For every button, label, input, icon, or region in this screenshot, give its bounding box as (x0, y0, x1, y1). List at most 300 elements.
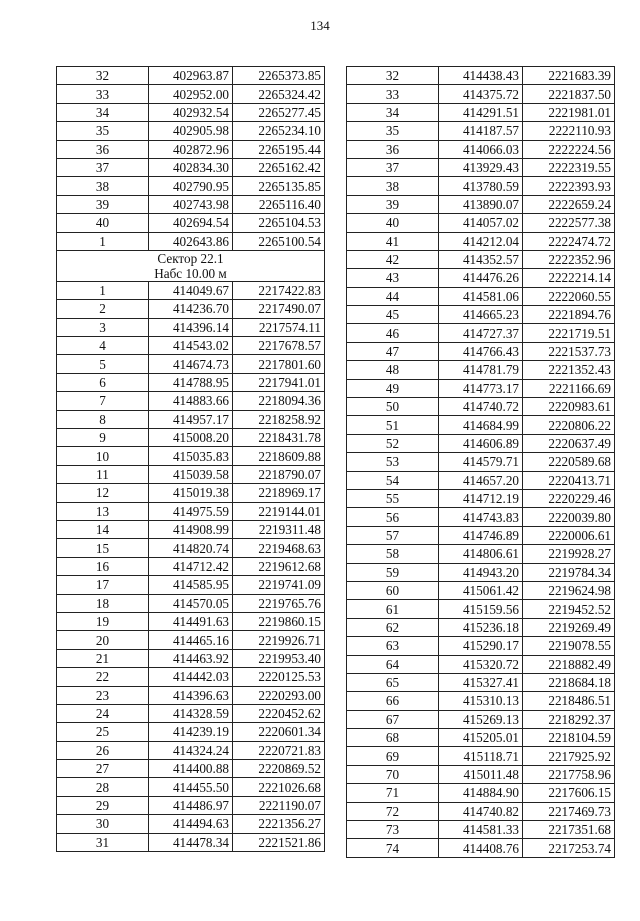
x-coordinate: 414579.71 (439, 453, 523, 471)
y-coordinate: 2218486.51 (523, 692, 615, 710)
table-row (347, 765, 615, 783)
point-number: 72 (347, 802, 439, 820)
y-coordinate: 2217490.07 (233, 300, 325, 318)
point-number: 12 (57, 484, 149, 502)
point-number: 19 (57, 612, 149, 630)
table-row (57, 631, 325, 649)
point-number: 44 (347, 287, 439, 305)
point-number: 51 (347, 416, 439, 434)
y-coordinate: 2220039.80 (523, 508, 615, 526)
y-coordinate: 2221981.01 (523, 103, 615, 121)
table-row (347, 637, 615, 655)
y-coordinate: 2218790.07 (233, 465, 325, 483)
point-number: 29 (57, 796, 149, 814)
point-number: 7 (57, 392, 149, 410)
point-number: 59 (347, 563, 439, 581)
point-number: 21 (57, 649, 149, 667)
y-coordinate: 2220125.53 (233, 668, 325, 686)
table-row (347, 398, 615, 416)
table-row (347, 122, 615, 140)
table-row (57, 594, 325, 612)
table-row (347, 802, 615, 820)
y-coordinate: 2265162.42 (233, 158, 325, 176)
y-coordinate: 2219926.71 (233, 631, 325, 649)
table-row (57, 484, 325, 502)
table-row (57, 760, 325, 778)
point-number: 61 (347, 600, 439, 618)
point-number: 35 (347, 122, 439, 140)
y-coordinate: 2222577.38 (523, 214, 615, 232)
point-number: 50 (347, 398, 439, 416)
table-row (57, 232, 325, 250)
point-number: 49 (347, 379, 439, 397)
table-row (347, 177, 615, 195)
x-coordinate: 414975.59 (149, 502, 233, 520)
y-coordinate: 2265324.42 (233, 85, 325, 103)
x-coordinate: 414328.59 (149, 704, 233, 722)
y-coordinate: 2217351.68 (523, 821, 615, 839)
x-coordinate: 415236.18 (439, 618, 523, 636)
y-coordinate: 2220452.62 (233, 704, 325, 722)
table-row (57, 778, 325, 796)
x-coordinate: 414712.42 (149, 557, 233, 575)
y-coordinate: 2265195.44 (233, 140, 325, 158)
y-coordinate: 2219144.01 (233, 502, 325, 520)
y-coordinate: 2220006.61 (523, 526, 615, 544)
point-number: 28 (57, 778, 149, 796)
point-number: 62 (347, 618, 439, 636)
y-coordinate: 2217758.96 (523, 765, 615, 783)
point-number: 67 (347, 710, 439, 728)
x-coordinate: 414665.23 (439, 306, 523, 324)
x-coordinate: 414478.34 (149, 833, 233, 851)
point-number: 1 (57, 281, 149, 299)
point-number: 54 (347, 471, 439, 489)
x-coordinate: 413780.59 (439, 177, 523, 195)
y-coordinate: 2217678.57 (233, 337, 325, 355)
x-coordinate: 414066.03 (439, 140, 523, 158)
point-number: 9 (57, 429, 149, 447)
point-number: 14 (57, 520, 149, 538)
x-coordinate: 415290.17 (439, 637, 523, 655)
coordinates-table-left (56, 66, 325, 852)
table-row (57, 833, 325, 851)
y-coordinate: 2217469.73 (523, 802, 615, 820)
x-coordinate: 402643.86 (149, 232, 233, 250)
x-coordinate: 414727.37 (439, 324, 523, 342)
y-coordinate: 2222659.24 (523, 195, 615, 213)
x-coordinate: 414883.66 (149, 392, 233, 410)
y-coordinate: 2221894.76 (523, 306, 615, 324)
table-row (347, 85, 615, 103)
table-row (57, 177, 325, 195)
point-number: 17 (57, 576, 149, 594)
table-row (57, 539, 325, 557)
point-number: 66 (347, 692, 439, 710)
table-row (57, 686, 325, 704)
point-number: 63 (347, 637, 439, 655)
point-number: 20 (57, 631, 149, 649)
table-row (347, 140, 615, 158)
y-coordinate: 2219468.63 (233, 539, 325, 557)
y-coordinate: 2220413.71 (523, 471, 615, 489)
point-number: 5 (57, 355, 149, 373)
table-row (347, 563, 615, 581)
y-coordinate: 2219860.15 (233, 612, 325, 630)
x-coordinate: 414943.20 (439, 563, 523, 581)
point-number: 36 (347, 140, 439, 158)
table-row (57, 723, 325, 741)
y-coordinate: 2221356.27 (233, 815, 325, 833)
x-coordinate: 414486.97 (149, 796, 233, 814)
point-number: 68 (347, 729, 439, 747)
x-coordinate: 415320.72 (439, 655, 523, 673)
table-row (57, 447, 325, 465)
x-coordinate: 415159.56 (439, 600, 523, 618)
point-number: 40 (57, 214, 149, 232)
y-coordinate: 2218684.18 (523, 673, 615, 691)
y-coordinate: 2220293.00 (233, 686, 325, 704)
x-coordinate: 415011.48 (439, 765, 523, 783)
x-coordinate: 415035.83 (149, 447, 233, 465)
point-number: 53 (347, 453, 439, 471)
table-row (347, 434, 615, 452)
table-row (347, 306, 615, 324)
table-row (57, 649, 325, 667)
point-number: 45 (347, 306, 439, 324)
table-row (347, 729, 615, 747)
x-coordinate: 414585.95 (149, 576, 233, 594)
point-number: 32 (347, 67, 439, 85)
table-row (347, 195, 615, 213)
table-row (347, 508, 615, 526)
x-coordinate: 414396.14 (149, 318, 233, 336)
point-number: 38 (57, 177, 149, 195)
y-coordinate: 2220637.49 (523, 434, 615, 452)
point-number: 69 (347, 747, 439, 765)
point-number: 55 (347, 489, 439, 507)
table-row (347, 545, 615, 563)
x-coordinate: 415310.13 (439, 692, 523, 710)
x-coordinate: 414236.70 (149, 300, 233, 318)
table-row (347, 526, 615, 544)
point-number: 23 (57, 686, 149, 704)
x-coordinate: 415327.41 (439, 673, 523, 691)
y-coordinate: 2265234.10 (233, 122, 325, 140)
table-row (57, 815, 325, 833)
y-coordinate: 2217574.11 (233, 318, 325, 336)
point-number: 16 (57, 557, 149, 575)
x-coordinate: 413890.07 (439, 195, 523, 213)
table-row (57, 355, 325, 373)
y-coordinate: 2221190.07 (233, 796, 325, 814)
coordinates-table-right (346, 66, 615, 858)
table-row (347, 287, 615, 305)
sector-elevation: Набс 10.00 м (154, 265, 227, 281)
y-coordinate: 2265373.85 (233, 67, 325, 85)
y-coordinate: 2220229.46 (523, 489, 615, 507)
x-coordinate: 414570.05 (149, 594, 233, 612)
table-row (347, 747, 615, 765)
point-number: 34 (57, 103, 149, 121)
y-coordinate: 2219612.68 (233, 557, 325, 575)
table-row (57, 576, 325, 594)
point-number: 65 (347, 673, 439, 691)
x-coordinate: 414187.57 (439, 122, 523, 140)
point-number: 4 (57, 337, 149, 355)
point-number: 74 (347, 839, 439, 857)
y-coordinate: 2222352.96 (523, 250, 615, 268)
point-number: 43 (347, 269, 439, 287)
table-row (57, 300, 325, 318)
y-coordinate: 2220589.68 (523, 453, 615, 471)
point-number: 30 (57, 815, 149, 833)
table-row (57, 140, 325, 158)
table-row (347, 379, 615, 397)
y-coordinate: 2265104.53 (233, 214, 325, 232)
x-coordinate: 402694.54 (149, 214, 233, 232)
table-row (347, 232, 615, 250)
x-coordinate: 415205.01 (439, 729, 523, 747)
y-coordinate: 2217253.74 (523, 839, 615, 857)
table-row (347, 361, 615, 379)
y-coordinate: 2220869.52 (233, 760, 325, 778)
y-coordinate: 2219624.98 (523, 581, 615, 599)
y-coordinate: 2265277.45 (233, 103, 325, 121)
x-coordinate: 414957.17 (149, 410, 233, 428)
y-coordinate: 2217606.15 (523, 784, 615, 802)
point-number: 37 (57, 158, 149, 176)
point-number: 47 (347, 342, 439, 360)
x-coordinate: 402790.95 (149, 177, 233, 195)
x-coordinate: 415118.71 (439, 747, 523, 765)
x-coordinate: 414438.43 (439, 67, 523, 85)
point-number: 39 (57, 195, 149, 213)
x-coordinate: 414657.20 (439, 471, 523, 489)
x-coordinate: 414324.24 (149, 741, 233, 759)
x-coordinate: 415019.38 (149, 484, 233, 502)
y-coordinate: 2219784.34 (523, 563, 615, 581)
x-coordinate: 414820.74 (149, 539, 233, 557)
x-coordinate: 414400.88 (149, 760, 233, 778)
y-coordinate: 2220721.83 (233, 741, 325, 759)
y-coordinate: 2219741.09 (233, 576, 325, 594)
y-coordinate: 2222224.56 (523, 140, 615, 158)
table-row (347, 103, 615, 121)
point-number: 11 (57, 465, 149, 483)
y-coordinate: 2219078.55 (523, 637, 615, 655)
y-coordinate: 2219452.52 (523, 600, 615, 618)
sector-title: Сектор 22.1 (157, 250, 224, 266)
point-number: 35 (57, 122, 149, 140)
y-coordinate: 2219269.49 (523, 618, 615, 636)
table-row (347, 324, 615, 342)
x-coordinate: 414674.73 (149, 355, 233, 373)
x-coordinate: 414408.76 (439, 839, 523, 857)
y-coordinate: 2221521.86 (233, 833, 325, 851)
x-coordinate: 414375.72 (439, 85, 523, 103)
point-number: 60 (347, 581, 439, 599)
x-coordinate: 414465.16 (149, 631, 233, 649)
point-number: 33 (347, 85, 439, 103)
y-coordinate: 2222319.55 (523, 158, 615, 176)
x-coordinate: 414476.26 (439, 269, 523, 287)
x-coordinate: 414442.03 (149, 668, 233, 686)
table-row (347, 158, 615, 176)
point-number: 18 (57, 594, 149, 612)
x-coordinate: 414491.63 (149, 612, 233, 630)
y-coordinate: 2222060.55 (523, 287, 615, 305)
y-coordinate: 2221719.51 (523, 324, 615, 342)
table-row (57, 103, 325, 121)
point-number: 31 (57, 833, 149, 851)
table-row (57, 318, 325, 336)
x-coordinate: 414352.57 (439, 250, 523, 268)
table-row (347, 673, 615, 691)
x-coordinate: 414712.19 (439, 489, 523, 507)
table-row (347, 489, 615, 507)
x-coordinate: 414396.63 (149, 686, 233, 704)
table-row (57, 214, 325, 232)
point-number: 41 (347, 232, 439, 250)
table-row (347, 581, 615, 599)
x-coordinate: 415008.20 (149, 429, 233, 447)
y-coordinate: 2218104.59 (523, 729, 615, 747)
point-number: 25 (57, 723, 149, 741)
table-row (57, 612, 325, 630)
x-coordinate: 414806.61 (439, 545, 523, 563)
point-number: 32 (57, 67, 149, 85)
x-coordinate: 414543.02 (149, 337, 233, 355)
point-number: 1 (57, 232, 149, 250)
x-coordinate: 414212.04 (439, 232, 523, 250)
y-coordinate: 2217941.01 (233, 373, 325, 391)
x-coordinate: 415269.13 (439, 710, 523, 728)
table-row (347, 250, 615, 268)
x-coordinate: 414773.17 (439, 379, 523, 397)
point-number: 34 (347, 103, 439, 121)
table-row (57, 704, 325, 722)
point-number: 13 (57, 502, 149, 520)
y-coordinate: 2220806.22 (523, 416, 615, 434)
y-coordinate: 2219928.27 (523, 545, 615, 563)
point-number: 37 (347, 158, 439, 176)
table-row (57, 557, 325, 575)
point-number: 10 (57, 447, 149, 465)
point-number: 58 (347, 545, 439, 563)
x-coordinate: 414291.51 (439, 103, 523, 121)
y-coordinate: 2220601.34 (233, 723, 325, 741)
y-coordinate: 2218292.37 (523, 710, 615, 728)
point-number: 40 (347, 214, 439, 232)
point-number: 22 (57, 668, 149, 686)
point-number: 33 (57, 85, 149, 103)
table-row (57, 465, 325, 483)
y-coordinate: 2217801.60 (233, 355, 325, 373)
point-number: 64 (347, 655, 439, 673)
x-coordinate: 414740.82 (439, 802, 523, 820)
x-coordinate: 414743.83 (439, 508, 523, 526)
table-row (347, 214, 615, 232)
point-number: 71 (347, 784, 439, 802)
point-number: 70 (347, 765, 439, 783)
table-row (347, 692, 615, 710)
point-number: 15 (57, 539, 149, 557)
point-number: 2 (57, 300, 149, 318)
x-coordinate: 414788.95 (149, 373, 233, 391)
y-coordinate: 2217422.83 (233, 281, 325, 299)
y-coordinate: 2222393.93 (523, 177, 615, 195)
point-number: 8 (57, 410, 149, 428)
table-row (347, 471, 615, 489)
point-number: 36 (57, 140, 149, 158)
x-coordinate: 414239.19 (149, 723, 233, 741)
table-row (347, 821, 615, 839)
x-coordinate: 414746.89 (439, 526, 523, 544)
table-row (57, 281, 325, 299)
x-coordinate: 414049.67 (149, 281, 233, 299)
point-number: 24 (57, 704, 149, 722)
point-number: 42 (347, 250, 439, 268)
point-number: 52 (347, 434, 439, 452)
y-coordinate: 2222110.93 (523, 122, 615, 140)
x-coordinate: 402932.54 (149, 103, 233, 121)
x-coordinate: 402834.30 (149, 158, 233, 176)
x-coordinate: 414884.90 (439, 784, 523, 802)
y-coordinate: 2265116.40 (233, 195, 325, 213)
x-coordinate: 414740.72 (439, 398, 523, 416)
table-row (57, 502, 325, 520)
table-row (57, 796, 325, 814)
x-coordinate: 414684.99 (439, 416, 523, 434)
x-coordinate: 402952.00 (149, 85, 233, 103)
table-row (347, 416, 615, 434)
y-coordinate: 2221683.39 (523, 67, 615, 85)
point-number: 6 (57, 373, 149, 391)
sector-header (57, 250, 325, 281)
table-row (347, 453, 615, 471)
x-coordinate: 402963.87 (149, 67, 233, 85)
y-coordinate: 2221026.68 (233, 778, 325, 796)
y-coordinate: 2221537.73 (523, 342, 615, 360)
point-number: 38 (347, 177, 439, 195)
x-coordinate: 414455.50 (149, 778, 233, 796)
y-coordinate: 2222214.14 (523, 269, 615, 287)
y-coordinate: 2265135.85 (233, 177, 325, 195)
table-row (347, 67, 615, 85)
y-coordinate: 2218431.78 (233, 429, 325, 447)
point-number: 48 (347, 361, 439, 379)
y-coordinate: 2218094.36 (233, 392, 325, 410)
y-coordinate: 2218609.88 (233, 447, 325, 465)
y-coordinate: 2221837.50 (523, 85, 615, 103)
table-row (57, 122, 325, 140)
table-row (57, 337, 325, 355)
x-coordinate: 414606.89 (439, 434, 523, 452)
x-coordinate: 414057.02 (439, 214, 523, 232)
x-coordinate: 414581.33 (439, 821, 523, 839)
table-row (347, 342, 615, 360)
y-coordinate: 2219311.48 (233, 520, 325, 538)
table-row (57, 429, 325, 447)
y-coordinate: 2219953.40 (233, 649, 325, 667)
table-row (347, 710, 615, 728)
table-row (57, 85, 325, 103)
y-coordinate: 2219765.76 (233, 594, 325, 612)
point-number: 46 (347, 324, 439, 342)
table-row (347, 269, 615, 287)
y-coordinate: 2222474.72 (523, 232, 615, 250)
